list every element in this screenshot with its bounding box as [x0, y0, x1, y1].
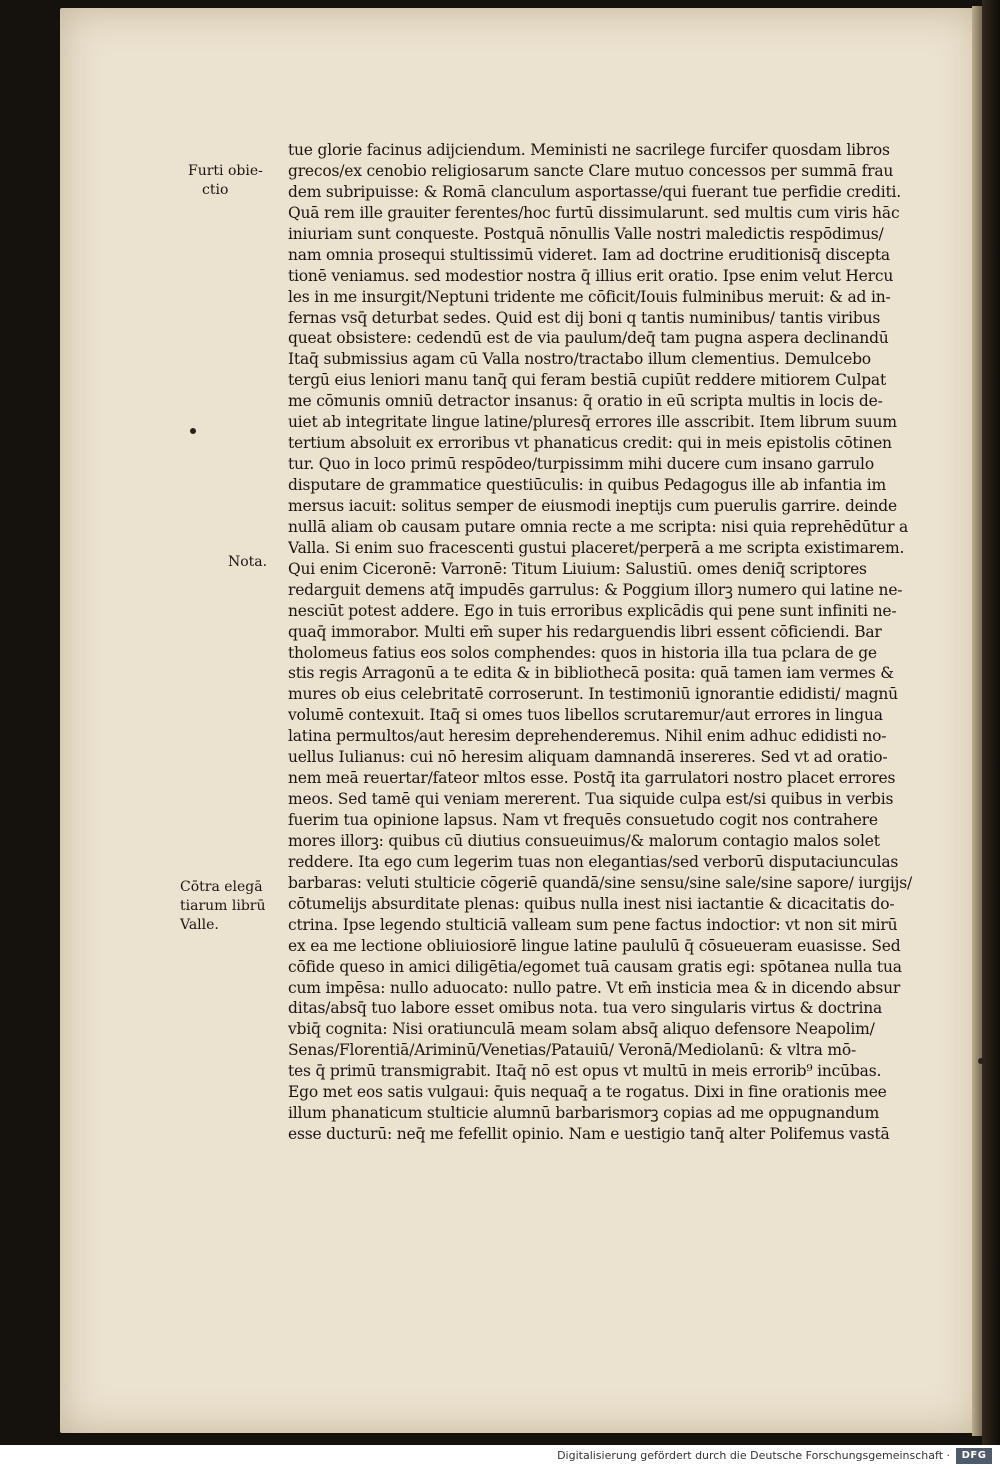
text-line: tholomeus fatius eos solos comphendes: quos in historia illa tua pclara de ge [288, 643, 877, 662]
body-text-column [288, 140, 968, 1145]
marginal-line: Cōtra elegā [180, 879, 263, 895]
text-line: dem subripuisse: & Romā clanculum asportasse/qui fuerant tue perfidie crediti. [288, 182, 901, 201]
text-line: grecos/ex cenobio religiosarum sancte Clare mutuo concessos per summā frau [288, 161, 894, 180]
text-line: meos. Sed tamē qui veniam mererent. Tua siquide culpa est/si quibus in verbis [288, 790, 894, 809]
text-line: tes q̄ primū transmigrabit. Itaq̄ nō est opus vt multū in meis errorib⁹ incūbas. [288, 1062, 882, 1081]
marginal-line: Furti obie- [188, 163, 263, 179]
text-line: uellus Iulianus: cui nō heresim aliquam damnandā insereres. Sed vt ad oratio- [288, 748, 888, 767]
text-line: latina permultos/aut heresim deprehenderemus. Nihil enim adhuc edidisti no- [288, 727, 887, 746]
text-line: Qui enim Ciceronē: Varronē: Titum Liuium: Salustiū. omes deniq̄ scriptores [288, 559, 867, 578]
text-line: illum phanaticum stulticie alumnū barbarismorꝫ copias ad me oppugnandum [288, 1104, 880, 1123]
text-line: barbaras: veluti stulticie cōgeriē quandā/sine sensu/sine sale/sine sapore/ iurgijs/ [288, 873, 912, 892]
text-line: mersus iacuit: solitus semper de eiusmodi ineptijs cum puerulis garrire. deinde [288, 496, 897, 515]
text-line: redarguit demens atq̄ impudēs garrulus: & Poggium illorꝫ numero qui latine ne- [288, 580, 903, 599]
text-line: fuerim tua opinione lapsus. Nam vt frequēs consuetudo cogit nos contrahere [288, 811, 878, 829]
text-line: Itaq̄ submissius agam cū Valla nostro/tractabo illum clementius. Demulcebo [288, 350, 871, 369]
text-line: me cōmunis omniū detractor insanus: q̄ oratio in eū scripta multis in locis de- [288, 392, 883, 411]
text-line: mores illorꝫ: quibus cū diutius consueuimus/& malorum contagio malos solet [288, 831, 880, 850]
text-line: tionē veniamus. sed modestior nostra q̄ illius erit oratio. Ipse enim velut Hercu [288, 266, 894, 285]
marginal-note-nota [228, 553, 267, 572]
text-line: vbiq̄ cognita: Nisi oratiunculā meam solam absq̄ aliquo defensore Neapolim/ [288, 1020, 875, 1039]
text-line: ctrina. Ipse legendo stulticiā valleam sum pene factus indoctior: vt non sit mirū [288, 915, 898, 934]
text-line: stis regis Arragonū a te edita & in bibliothecā posita: quā tamen iam vermes & [288, 664, 894, 683]
text-line: ex ea me lectione obliuiosiorē lingue latine paululū q̄ cōsueueram euasisse. Sed [288, 936, 901, 955]
text-line: quaq̄ immorabor. Multi em̄ super his redarguendis libri essent cōficiendi. Bar [288, 622, 882, 641]
text-line: disputare de grammatice questiūculis: in quibus Pedagogus ille ab infantia im [288, 476, 886, 494]
text-line: fernas vsq̄ deturbat sedes. Quid est dij boni q tantis numinibus/ tantis viribus [288, 308, 881, 327]
text-line: ditas/absq̄ tuo labore esset omibus nota. tua vero singularis virtus & doctrina [288, 999, 883, 1018]
book-spine-shadow [982, 0, 1000, 1445]
text-line: tue glorie facinus adijciendum. Meministi ne sacrilege furcifer quosdam libros [288, 141, 890, 159]
text-line: tertium absoluit ex erroribus vt phanaticus credit: qui in meis epistolis cōtinen [288, 434, 892, 453]
text-line: cōfide queso in amici diligētia/egomet tuā causam gratis egi: spōtanea nulla tua [288, 957, 902, 976]
marginal-line: tiarum librū [180, 898, 266, 914]
text-line: Valla. Si enim suo fracescenti gustui placeret/perperā a me scripta existimarem. [288, 538, 905, 557]
funding-credit: Digitalisierung gefördert durch die Deutsche Forschungsgemeinschaft · [557, 1449, 950, 1462]
text-line: iniuriam sunt conqueste. Postquā nōnullis Valle nostri maledictis respōdimus/ [288, 224, 884, 243]
text-line: queat obsistere: cedendū est de via paulum/deq̄ tam pugna aspera declinandū [288, 329, 889, 348]
text-line: tergū eius leniori manu tanq̄ qui feram bestiā cupiūt reddere mitiorem Culpat [288, 371, 887, 390]
ink-mark [978, 1058, 984, 1064]
ink-mark [190, 428, 196, 434]
text-line: tur. Quo in loco primū respōdeo/turpissimm mihi ducere cum insano garrulo [288, 455, 874, 474]
marginal-line: Valle. [180, 917, 219, 933]
text-line: uiet ab integritate lingue latine/pluresq̄ errores ille asscribit. Item librum suum [288, 413, 897, 432]
text-line: Ego met eos satis vulgaui: q̄uis nequaq̄ a te rogatus. Dixi in fine orationis mee [288, 1083, 887, 1102]
text-line: reddere. Ita ego cum legerim tuas non elegantias/sed verborū disputaciunculas [288, 852, 899, 871]
text-line: nesciūt potest addere. Ego in tuis erroribus explicādis qui pene sunt infiniti ne- [288, 601, 897, 620]
marginal-line: Nota. [228, 554, 268, 570]
text-line: Quā rem ille grauiter ferentes/hoc furtū dissimularunt. sed multis cum viris hāc [288, 203, 900, 222]
text-line: nam omnia prosequi stultissimū videret. Iam ad doctrine eruditionisq̄ discepta [288, 245, 890, 264]
text-line: esse ducturū: neq̄ me fefellit opinio. Nam e uestigio tanq̄ alter Polifemus vastā [288, 1125, 890, 1144]
text-line: nem meā reuertar/fateor mltos esse. Postq̄ ita garrulatori nostro placet errores [288, 769, 896, 788]
dfg-logo: DFG [956, 1448, 992, 1464]
text-line: Senas/Florentiā/Ariminū/Venetias/Patauiū/ Veronā/Mediolanū: & vltra mō- [288, 1041, 857, 1060]
marginal-note-cotra [180, 878, 266, 935]
text-line: volumē contexuit. Itaq̄ si omes tuos libellos scrutaremur/aut errores in lingua [288, 706, 883, 725]
text-line: cōtumelijs absurditate plenas: quibus nulla inest nisi iactantie & dicacitatis do- [288, 894, 895, 913]
footer-bar [0, 1445, 1000, 1469]
text-line: nullā aliam ob causam putare omnia recte a me scripta: nisi quia reprehēdūtur a [288, 517, 909, 536]
text-line: cum impēsa: nullo aduocato: nullo patre. Vt em̄ insticia mea & in dicendo absur [288, 978, 901, 997]
marginal-note-furti [188, 162, 263, 200]
marginal-line: ctio [202, 182, 229, 198]
text-line: les in me insurgit/Neptuni tridente me cōficit/Iouis fulminibus meruit: & ad in- [288, 287, 891, 306]
text-line: mures ob eius celebritatē corroserunt. In testimoniū ignorantie edidisti/ magnū [288, 685, 898, 704]
